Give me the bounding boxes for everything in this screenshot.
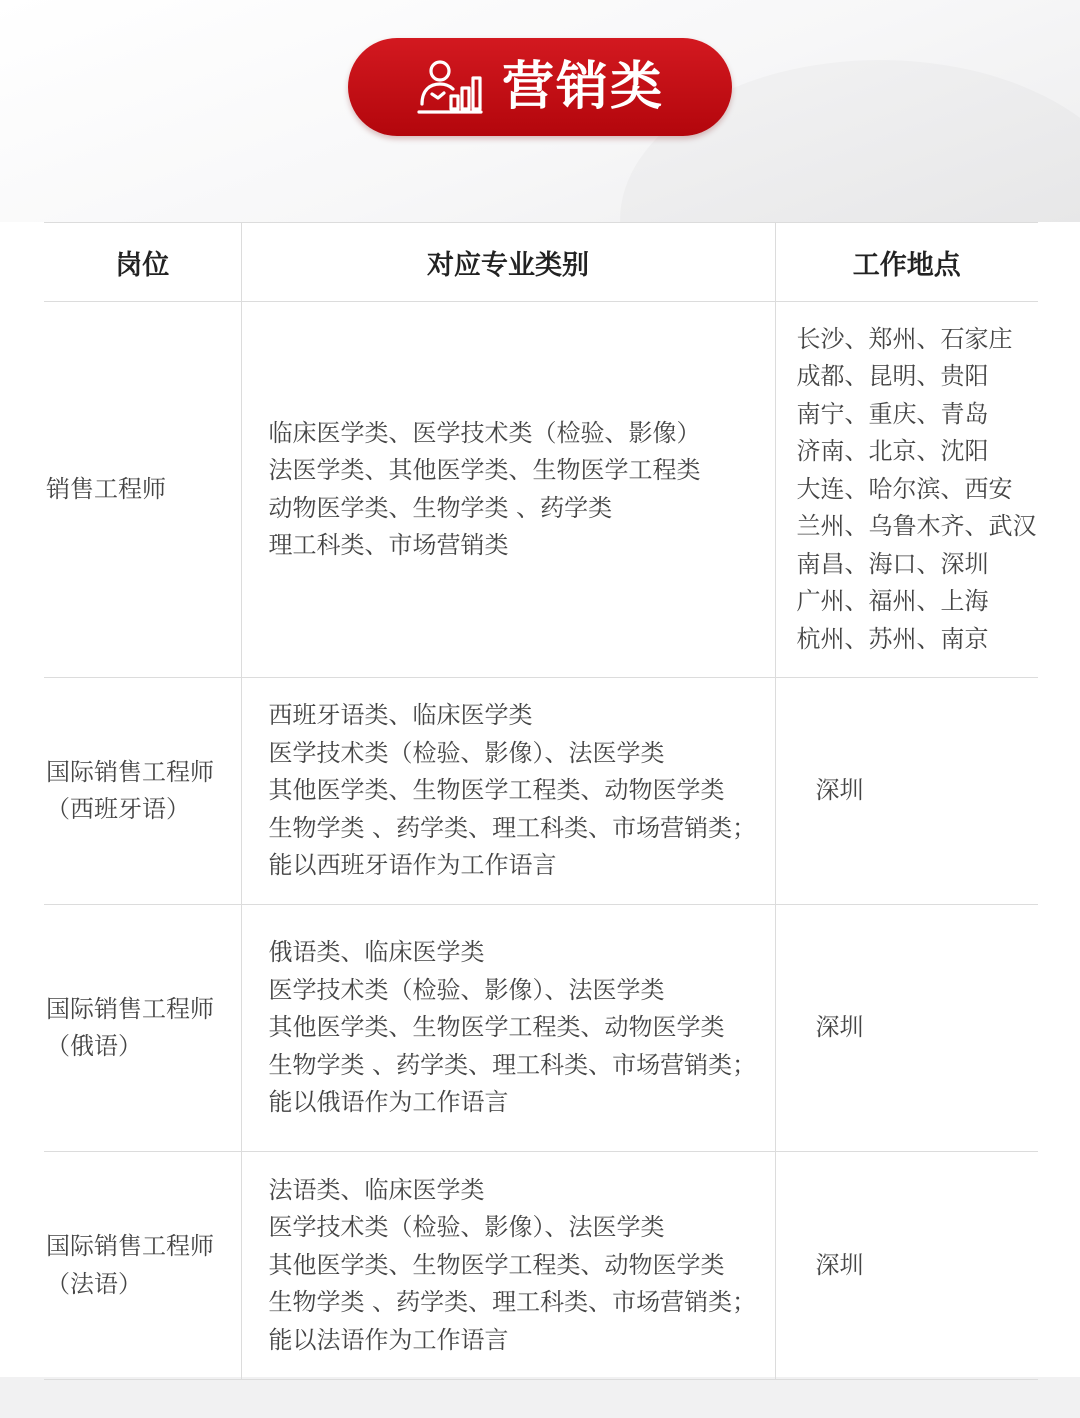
position-cell: [44, 302, 241, 678]
table-row: [44, 678, 1038, 905]
column-header-majors: 对应专业类别: [241, 223, 775, 302]
major-line: 能以俄语作为工作语言: [268, 1088, 509, 1117]
major-line: 临床医学类、医学技术类（检验、影像）: [268, 418, 701, 447]
location-line: 大连、哈尔滨、西安: [796, 474, 1013, 503]
table-header-row: [44, 223, 1038, 302]
major-line: 动物医学类、生物学类 、药学类: [268, 493, 613, 522]
major-line: 其他医学类、生物医学工程类、动物医学类: [268, 1250, 725, 1279]
majors-cell: [241, 1152, 775, 1380]
position-language: （俄语）: [46, 1032, 142, 1060]
major-line: 医学技术类（检验、影像）、法医学类: [268, 738, 665, 767]
location-line: 杭州、苏州、南京: [796, 624, 989, 653]
position-cell: [44, 678, 241, 905]
major-line: 生物学类 、药学类、理工科类、市场营销类；: [268, 1288, 757, 1317]
category-title: 营销类: [501, 57, 664, 117]
major-line: 法医学类、其他医学类、生物医学工程类: [268, 456, 701, 484]
location-line: 长沙、郑州、石家庄: [796, 324, 1013, 353]
majors-cell: [241, 678, 775, 905]
location-line: 兰州、乌鲁木齐、武汉: [796, 512, 1037, 541]
majors-cell: [241, 302, 775, 678]
major-line: 其他医学类、生物医学工程类、动物医学类: [268, 776, 725, 805]
major-line: 理工科类、市场营销类: [268, 531, 509, 559]
position-name: 国际销售工程师: [46, 994, 214, 1023]
position-name: 销售工程师: [46, 474, 166, 503]
table-row: [44, 302, 1038, 678]
location-line: 深圳: [815, 776, 864, 805]
major-line: 医学技术类（检验、影像）、法医学类: [268, 975, 665, 1004]
position-name: 国际销售工程师: [46, 757, 214, 786]
location-line: 深圳: [815, 1013, 864, 1042]
location-cell: [775, 302, 1038, 678]
location-line: 济南、北京、沈阳: [796, 437, 989, 466]
location-cell: [775, 1152, 1038, 1380]
column-header-location: 工作地点: [775, 223, 1038, 302]
positions-table: [44, 222, 1038, 1380]
table-row: [44, 1152, 1038, 1380]
major-line: 法语类、临床医学类: [268, 1175, 485, 1204]
table-row: [44, 905, 1038, 1152]
location-line: 深圳: [815, 1250, 864, 1279]
major-line: 生物学类 、药学类、理工科类、市场营销类；: [268, 813, 757, 842]
major-line: 其他医学类、生物医学工程类、动物医学类: [268, 1013, 725, 1042]
location-line: 南昌、海口、深圳: [796, 549, 989, 578]
location-cell: [775, 905, 1038, 1152]
position-language: （西班牙语）: [46, 795, 190, 823]
majors-cell: [241, 905, 775, 1152]
person-chart-icon: [416, 58, 484, 116]
position-cell: [44, 1152, 241, 1380]
location-line: 广州、福州、上海: [796, 587, 989, 616]
location-line: 南宁、重庆、青岛: [796, 399, 989, 428]
position-language: （法语）: [46, 1269, 142, 1298]
major-line: 生物学类 、药学类、理工科类、市场营销类；: [268, 1050, 757, 1079]
category-badge: [348, 38, 732, 136]
location-line: 成都、昆明、贵阳: [796, 362, 989, 391]
position-cell: [44, 905, 241, 1152]
position-name: 国际销售工程师: [46, 1232, 214, 1260]
major-line: 俄语类、临床医学类: [268, 938, 485, 967]
major-line: 能以西班牙语作为工作语言: [268, 851, 557, 880]
major-line: 医学技术类（检验、影像）、法医学类: [268, 1213, 665, 1242]
column-header-position: 岗位: [44, 223, 241, 302]
location-cell: [775, 678, 1038, 905]
major-line: 能以法语作为工作语言: [268, 1325, 509, 1354]
major-line: 西班牙语类、临床医学类: [268, 701, 533, 730]
